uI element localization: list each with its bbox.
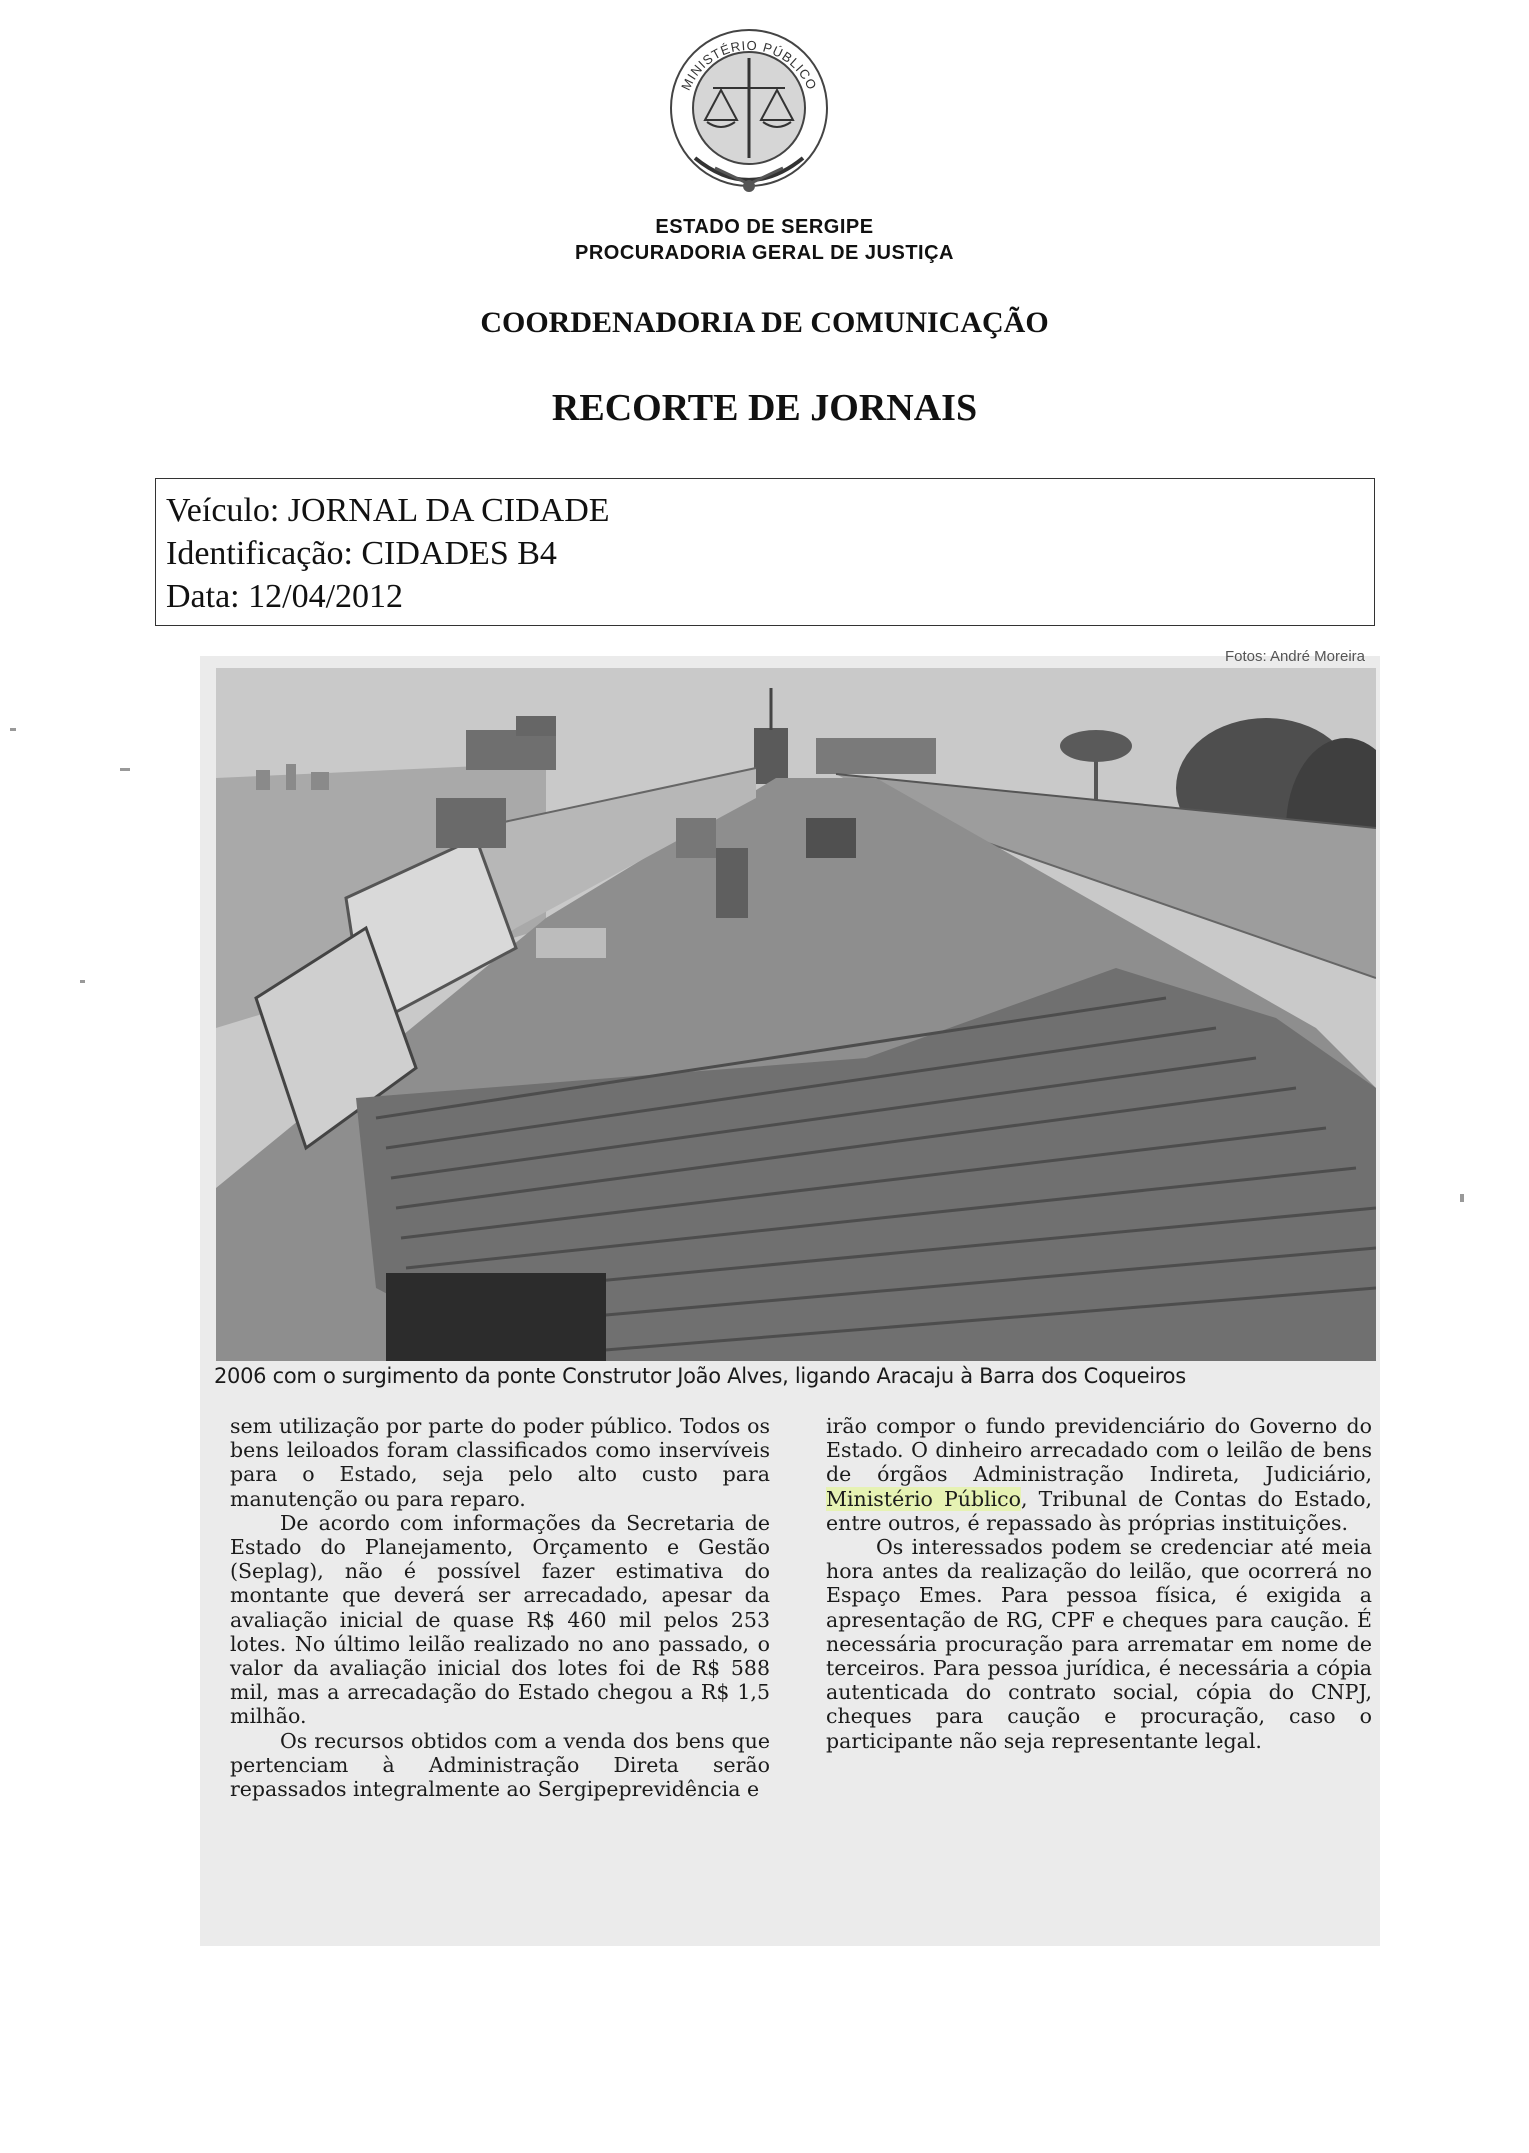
office-name: PROCURADORIA GERAL DE JUSTIÇA <box>575 242 954 264</box>
scan-mark <box>120 768 130 771</box>
ministerio-publico-seal <box>655 18 843 196</box>
article-paragraph: Os recursos obtidos com a venda dos bens que pertenciam à Administração Direta serão repassados integralmente ao Sergipeprevidência e <box>230 1728 770 1802</box>
scan-mark <box>80 980 85 983</box>
department-title: COORDENADORIA DE COMUNICAÇÃO <box>480 306 1049 339</box>
vehicle-line: Veículo: JORNAL DA CIDADE <box>166 492 610 529</box>
photo-credit: Fotos: André Moreira <box>1224 648 1365 665</box>
paragraph-text: irão compor o fundo previdenciário do Governo do Estado. O dinheiro arrecadado com o leilão de bens de órgãos Administração Indireta, Judiciário, <box>826 1414 1372 1487</box>
state-name: ESTADO DE SERGIPE <box>655 216 874 238</box>
article-paragraph <box>826 1414 1372 1535</box>
article-column-left <box>230 1414 770 1801</box>
article-column-right <box>826 1414 1372 1753</box>
svg-text:MINISTÉRIO PÚBLICO: MINISTÉRIO PÚBLICO <box>678 37 820 93</box>
article-paragraph: Os interessados podem se credenciar até meia hora antes da realização do leilão, que ocorrerá no Espaço Emes. Para pessoa física, é exigida a apresentação de RG, CPF e cheques para caução. É necessária procuração para arrematar em nome de terceiros. Para pessoa jurídica, é necessária a cópia autenticada do contrato social, cópia do CNPJ, cheques para caução e procuração, caso o participante não seja representante legal. <box>826 1535 1372 1753</box>
scan-mark <box>10 728 16 731</box>
highlighted-ministerio-publico: Ministério Público <box>826 1486 1022 1511</box>
article-paragraph: De acordo com informações da Secretaria de Estado do Planejamento, Orçamento e Gestão (Seplag), não é possível fazer estimativa do montante que deverá ser arrecadado, apesar da avaliação inicial de quase R$ 460 mil pelos 253 lotes. No último leilão realizado no ano passado, o valor da avaliação inicial dos lotes foi de R$ 588 mil, mas a arrecadação do Estado chegou a R$ 1,5 milhão. <box>230 1510 770 1729</box>
date-line: Data: 12/04/2012 <box>166 578 404 615</box>
photo-caption: 2006 com o surgimento da ponte Construtor João Alves, ligando Aracaju à Barra dos Coqueiros <box>214 1364 1186 1388</box>
document-title: RECORTE DE JORNAIS <box>551 387 978 429</box>
article-paragraph: sem utilização por parte do poder público. Todos os bens leiloados foram classificados como inservíveis para o Estado, seja pelo alto custo para manutenção ou para reparo. <box>230 1414 770 1511</box>
identification-line: Identificação: CIDADES B4 <box>166 535 557 572</box>
clipping-info-box <box>155 478 1375 626</box>
pier-photo <box>216 668 1376 1361</box>
scan-mark <box>1460 1194 1464 1202</box>
paragraph-text: , Tribunal de Contas do Estado, entre outros, é repassado às próprias instituições. <box>826 1486 1373 1535</box>
